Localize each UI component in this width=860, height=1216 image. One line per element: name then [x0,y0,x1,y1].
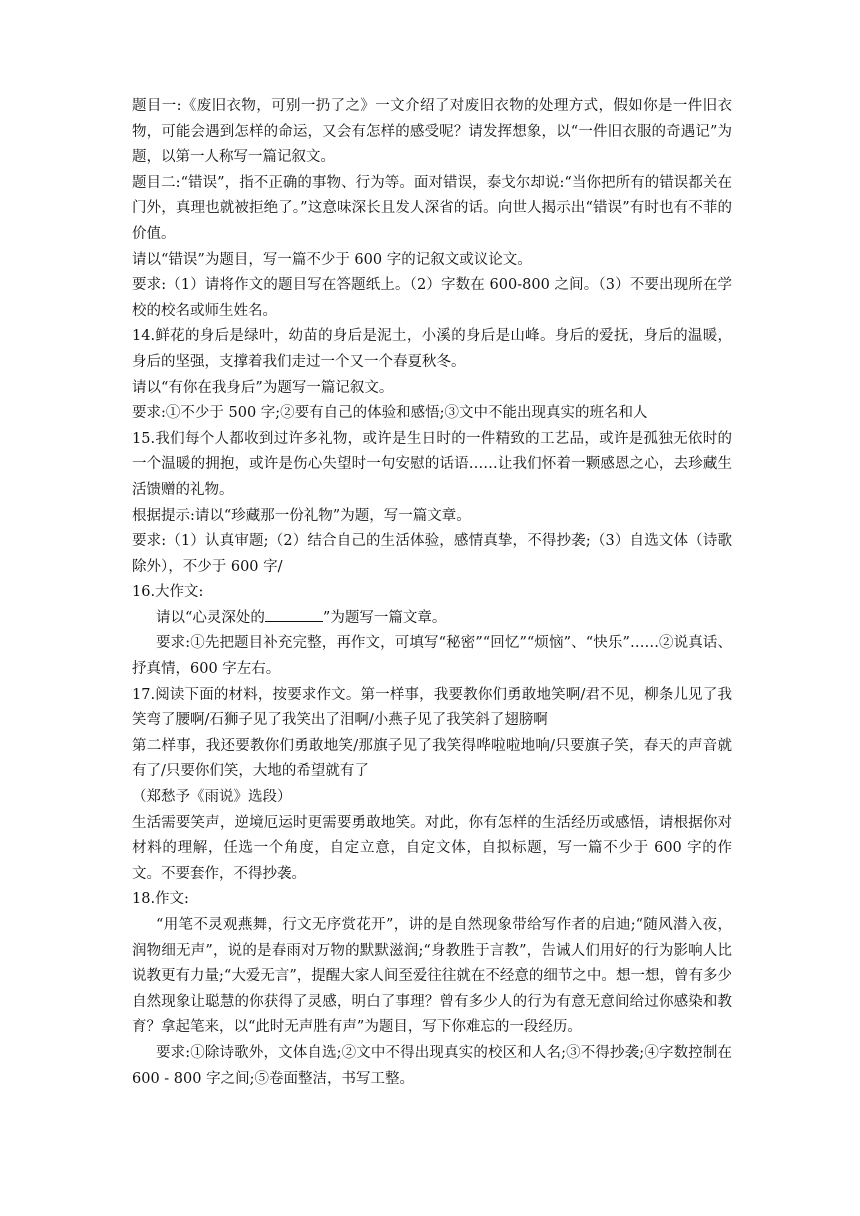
question-17-instruction: 生活需要笑声，逆境厄运时更需要勇敢地笑。对此，你有怎样的生活经历或感悟，请根据你对材料的理解，任选一个角度，自定立意，自定文体，自拟标题，写一篇不少于 600 字的作文。不要套作，不得抄袭。 [132,814,732,882]
fill-in-blank [265,607,323,622]
topic-two-instruction: 请以“错误”为题目，写一篇不少于 600 字的记叙文或议论文。 [132,251,532,268]
question-17-source: （郑愁予《雨说》选段） [132,789,292,806]
topic-two-requirements: 要求:（1）请将作文的题目写在答题纸上。（2）字数在 600-800 之间。（3）不要出现所在学校的校名或师生姓名。 [132,277,732,319]
question-18-heading: 18.作文: [132,891,189,908]
question-16-requirements: 要求:①先把题目补充完整，再作文，可填写“秘密”“回忆”“烦恼”、“快乐”……②说真话、抒真情，600 字左右。 [132,635,732,678]
question-16-heading: 16.大作文: [132,584,204,601]
q16-title-after: ”为题写一篇文章。 [322,609,447,626]
question-18-requirements: 要求:①除诗歌外，文体自选;②文中不得出现真实的校区和人名;③不得抄袭;④字数控制在 600 - 800 字之间;⑤卷面整洁，书写工整。 [132,1044,732,1087]
topic-two-paragraph: 题目二:“错误”，指不正确的事物、行为等。面对错误，泰戈尔却说:“当你把所有的错误都关在门外，真理也就被拒绝了。”这意味深长且发人深省的话。向世人揭示出“错误”有时也有不菲的价值。 [132,174,732,242]
topic-one-paragraph: 题目一:《废旧衣物，可别一扔了之》一文介绍了对废旧衣物的处理方式，假如你是一件旧衣物，可能会遇到怎样的命运，又会有怎样的感受呢？请发挥想象，以“一件旧衣服的奇遇记”为题，以第一人称写一篇记叙文。 [132,98,732,166]
question-18-prompt: “用笔不灵观燕舞，行文无序赏花开”，讲的是自然现象带给写作者的启迪;“随风潜入夜，润物细无声”，说的是春雨对万物的默默滋润;“身教胜于言教”，告诫人们用好的行为影响人比说教更有力量;“大爱无言”，提醒大家人间至爱往往就在不经意的细节之中。想一想，曾有多少自然现象让聪慧的你获得了灵感，明白了事理？曾有多少人的行为有意无意间给过你感染和教育？拿起笔来，以“此时无声胜有声”为题目，写下你难忘的一段经历。 [132,917,732,1036]
question-17-prompt: 17.阅读下面的材料，按要求作文。第一样事，我要教你们勇敢地笑啊/君不见，柳条儿见了我笑弯了腰啊/石狮子见了我笑出了泪啊/小燕子见了我笑斜了翅膀啊 [132,686,732,729]
question-14-requirements: 要求:①不少于 500 字;②要有自己的体验和感悟;③文中不能出现真实的班名和人 [132,405,648,422]
question-14-instruction: 请以“有你在我身后”为题写一篇记叙文。 [132,379,394,396]
question-15-prompt: 15.我们每个人都收到过许多礼物，或许是生日时的一件精致的工艺品，或许是孤独无依时的一个温暖的拥抱，或许是伤心失望时一句安慰的话语……让我们怀着一颗感恩之心，去珍藏生活馈赠的礼物。 [132,430,732,498]
question-17-poem-part-two: 第二样事，我还要教你们勇敢地笑/那旗子见了我笑得哗啦啦地响/只要旗子笑，春天的声音就有了/只要你们笑，大地的希望就有了 [132,737,732,780]
question-15-instruction: 根据提示:请以“珍藏那一份礼物”为题，写一篇文章。 [132,507,471,524]
question-14-prompt: 14.鲜花的身后是绿叶，幼苗的身后是泥土，小溪的身后是山峰。身后的爱抚，身后的温暖，身后的坚强，支撑着我们走过一个又一个春夏秋冬。 [132,328,732,370]
question-15-requirements: 要求:（1）认真审题;（2）结合自己的生活体验，感情真挚，不得抄袭;（3）自选文体（诗歌除外），不少于 600 字/ [132,533,732,575]
question-16-instruction [132,606,732,632]
q16-title-before: 请以“心灵深处的 [156,609,265,626]
document-page [132,94,732,1092]
